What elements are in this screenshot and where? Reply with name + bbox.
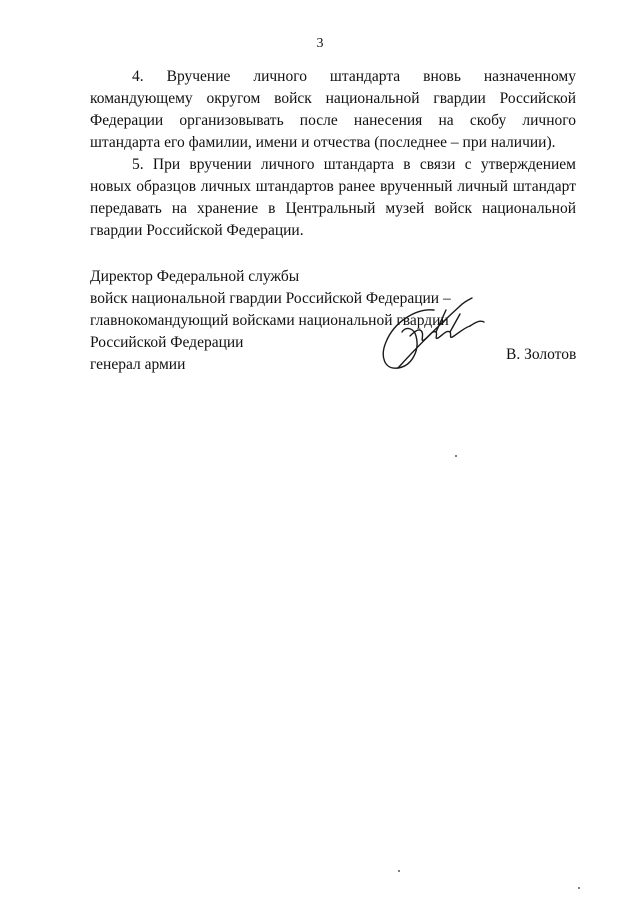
paragraph-4: 4. Вручение личного штандарта вновь назначенному командующему округом войск национальной гвардии Российской Федерации организовывать после нанесения на скобу личного штандарта его фамилии, имени и отчества (последнее – при наличии).	[90, 68, 576, 151]
signer-title-line-1: Директор Федеральной службы	[90, 268, 300, 285]
handwritten-signature	[376, 292, 486, 376]
scan-speck	[398, 870, 400, 872]
document-body	[90, 66, 576, 242]
signer-title-line-3: главнокомандующий войсками национальной гвардии	[90, 312, 449, 329]
signer-title-line-2: войск национальной гвардии Российской Федерации –	[90, 290, 451, 307]
paragraph-5: 5. При вручении личного штандарта в связи с утверждением новых образцов личных штандартов ранее врученный личный штандарт передавать на хранение в Центральный музей войск национальной гвардии Российской Федерации.	[90, 156, 576, 239]
signer-rank: генерал армии	[90, 356, 186, 373]
scan-speck	[578, 887, 580, 889]
signer-name: В. Золотов	[506, 346, 577, 363]
signer-title-line-4: Российской Федерации	[90, 334, 244, 351]
page-number: 3	[316, 36, 324, 51]
scan-speck	[455, 455, 457, 457]
